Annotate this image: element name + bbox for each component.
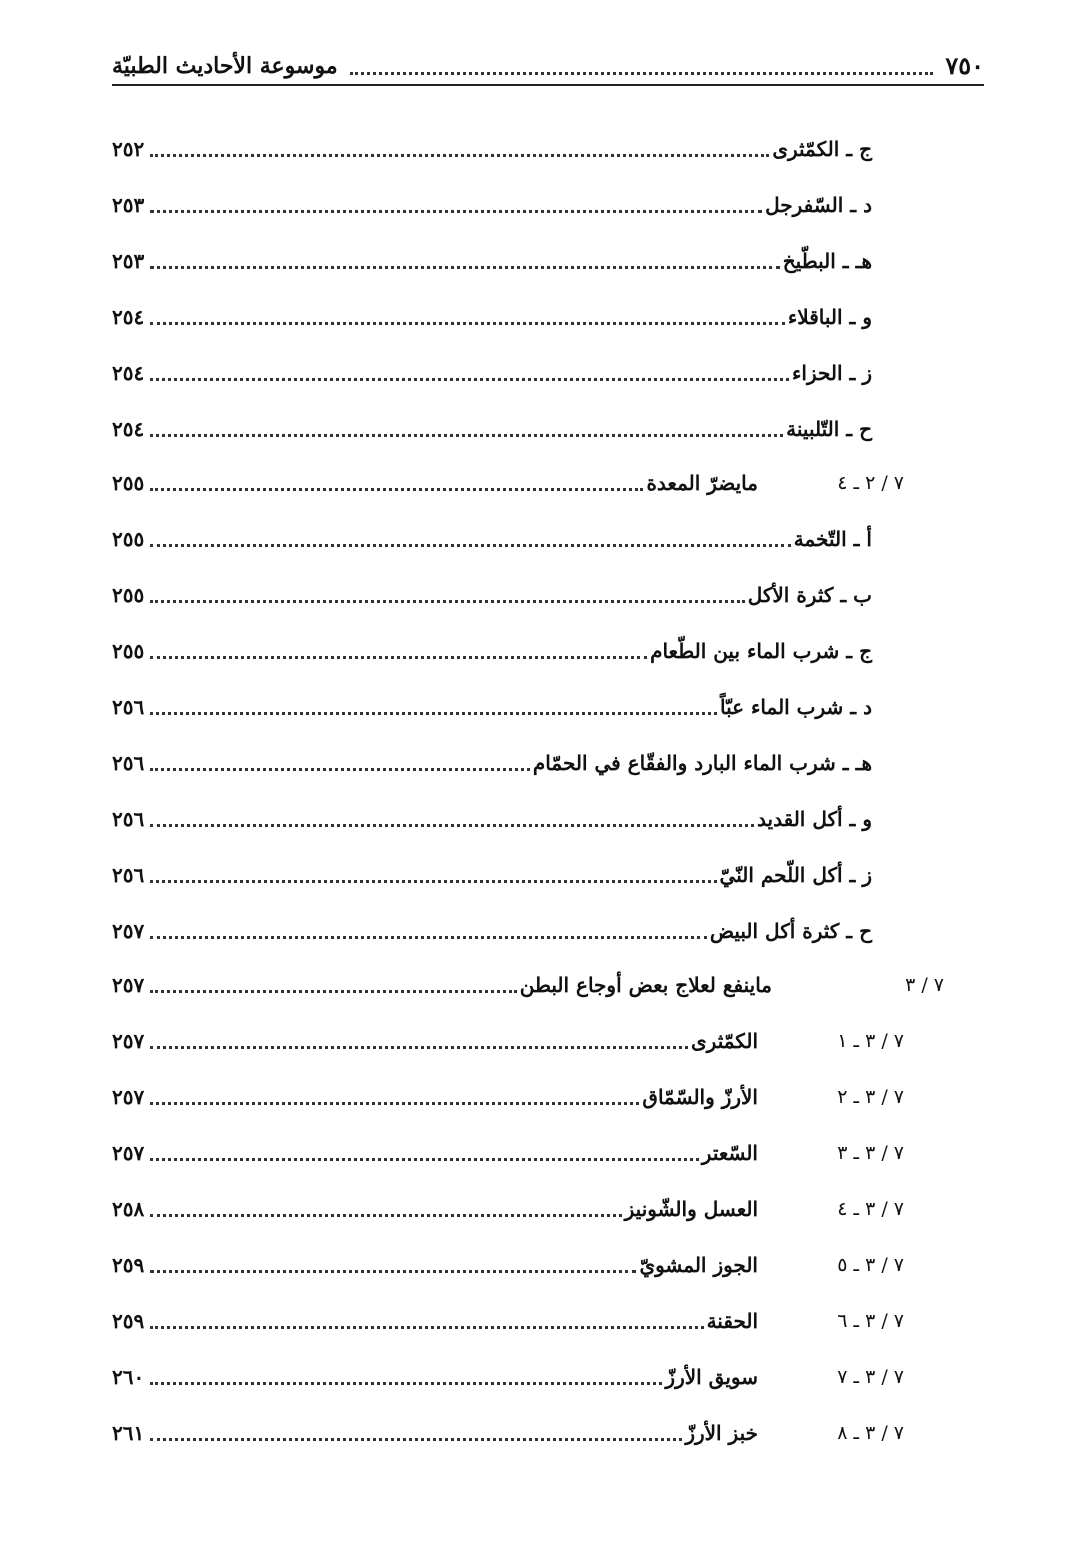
toc-entry-page: ٢٥٥ [112, 583, 145, 607]
book-title: موسوعة الأحاديث الطبيّة [112, 53, 338, 79]
toc-entry-number: ٧ / ٣ ـ ٦ [837, 1310, 904, 1332]
toc-entry [112, 182, 872, 222]
toc-entry-label: ز ـ أكل اللّحم النّيّ [719, 863, 872, 887]
leader-dots [150, 544, 791, 547]
toc-subsection [112, 460, 904, 500]
leader-dots [150, 154, 769, 157]
toc-entry-page: ٢٥٤ [112, 361, 145, 385]
leader-dots [150, 1158, 699, 1161]
toc-entry-label: الأرزّ والسّمّاق [642, 1085, 758, 1109]
toc-entry-label: ب ـ كثرة الأكل [747, 583, 872, 607]
toc-entry-page: ٢٦٠ [112, 1365, 145, 1389]
toc-entry-page: ٢٥٧ [112, 919, 145, 943]
toc-entry-label: مايضرّ المعدة [646, 471, 758, 495]
leader-dots [150, 936, 707, 939]
leader-dots [150, 488, 643, 491]
leader-dots [150, 1270, 636, 1273]
toc-entry [112, 126, 872, 166]
header-leader-dots [350, 72, 934, 75]
toc-entry [112, 516, 872, 556]
toc-entry-page: ٢٥٦ [112, 863, 145, 887]
toc-entry [112, 684, 872, 724]
toc-entry [112, 238, 872, 278]
leader-dots [150, 824, 754, 827]
toc-entry-label: العسل والشّونيز [624, 1197, 758, 1221]
leader-dots [150, 1214, 621, 1217]
toc-entry [112, 628, 872, 668]
toc-entry-page: ٢٥٩ [112, 1309, 145, 1333]
toc-entry-label: سويق الأرزّ [665, 1365, 758, 1389]
toc-entry-number: ٧ / ٣ ـ ٢ [837, 1086, 904, 1108]
toc-entry-page: ٢٥٦ [112, 751, 145, 775]
toc-entry-label: ج ـ شرب الماء بين الطّعام [650, 639, 872, 663]
toc-entry-page: ٢٥٧ [112, 1141, 145, 1165]
leader-dots [150, 880, 716, 883]
toc-entry-number: ٧ / ٣ [905, 974, 944, 996]
toc-entry-label: ج ـ الكمّثرى [772, 137, 872, 161]
toc-section [112, 962, 944, 1002]
toc-entry [112, 406, 872, 446]
toc-subsection [112, 1410, 904, 1450]
toc-entry-label: السّعتر [701, 1141, 758, 1165]
toc-entry-label: ح ـ التّلبينة [786, 417, 872, 441]
toc-subsection [112, 1354, 904, 1394]
toc-entry [112, 350, 872, 390]
toc-subsection [112, 1018, 904, 1058]
toc-subsection [112, 1130, 904, 1170]
toc-entry-label: د ـ شرب الماء عبّاً [719, 695, 872, 719]
running-header [112, 40, 984, 86]
leader-dots [150, 434, 783, 437]
toc-entry-page: ٢٥٦ [112, 695, 145, 719]
toc-entry-label: الكمّثرى [691, 1029, 758, 1053]
toc-entry-page: ٢٥٤ [112, 305, 145, 329]
toc-entry-label: د ـ السّفرجل [765, 193, 872, 217]
toc-entry-number: ٧ / ٣ ـ ١ [837, 1030, 904, 1052]
toc-entry-number: ٧ / ٢ ـ ٤ [837, 472, 904, 494]
toc-entry-page: ٢٥٨ [112, 1197, 145, 1221]
leader-dots [150, 1326, 703, 1329]
toc-entry-label: أ ـ التّخمة [793, 527, 872, 551]
leader-dots [150, 1438, 682, 1441]
leader-dots [150, 600, 744, 603]
leader-dots [150, 322, 785, 325]
toc-entry-label: الجوز المشويّ [639, 1253, 758, 1277]
toc-entry-label: و ـ الباقلاء [787, 305, 872, 329]
toc-entry-label: هـ ـ البطّيخ [782, 249, 872, 273]
toc-entry-page: ٢٦١ [112, 1421, 145, 1445]
leader-dots [150, 656, 647, 659]
toc-entry-page: ٢٥٣ [112, 249, 145, 273]
toc-subsection [112, 1074, 904, 1114]
toc-entry-page: ٢٥٤ [112, 417, 145, 441]
toc-entry-label: خبز الأرزّ [685, 1421, 758, 1445]
toc-entry-page: ٢٥٥ [112, 471, 145, 495]
leader-dots [150, 266, 780, 269]
leader-dots [150, 378, 789, 381]
leader-dots [150, 712, 717, 715]
toc-entry-page: ٢٥٧ [112, 1029, 145, 1053]
toc-entry-page: ٢٥٧ [112, 973, 145, 997]
toc-entry-page: ٢٥٥ [112, 639, 145, 663]
toc-entry-number: ٧ / ٣ ـ ٧ [837, 1366, 904, 1388]
toc-entry-page: ٢٥٧ [112, 1085, 145, 1109]
toc-entry [112, 908, 872, 948]
toc-entry-number: ٧ / ٣ ـ ٣ [837, 1142, 904, 1164]
toc-entry [112, 740, 872, 780]
leader-dots [150, 1382, 662, 1385]
leader-dots [150, 210, 762, 213]
toc-entry-page: ٢٥٥ [112, 527, 145, 551]
leader-dots [150, 1046, 688, 1049]
leader-dots [150, 768, 530, 771]
toc-entry-label: الحقنة [706, 1309, 758, 1333]
toc-subsection [112, 1242, 904, 1282]
toc-entry-label: ح ـ كثرة أكل البيض [709, 919, 872, 943]
toc-entry [112, 294, 872, 334]
toc-entry-page: ٢٥٣ [112, 193, 145, 217]
toc-entry-label: هـ ـ شرب الماء البارد والفقّاع في الحمّام [532, 751, 872, 775]
toc-entry-page: ٢٥٢ [112, 137, 145, 161]
toc-entry-label: ماينفع لعلاج بعض أوجاع البطن [519, 973, 772, 997]
leader-dots [150, 990, 517, 993]
toc-entry-number: ٧ / ٣ ـ ٤ [837, 1198, 904, 1220]
toc-entry [112, 572, 872, 612]
toc-subsection [112, 1186, 904, 1226]
toc-entry-label: ز ـ الحزاء [792, 361, 872, 385]
leader-dots [150, 1102, 639, 1105]
toc-entry-page: ٢٥٩ [112, 1253, 145, 1277]
page-number: ٧٥٠ [945, 51, 984, 80]
toc-entry-number: ٧ / ٣ ـ ٨ [837, 1422, 904, 1444]
toc-entry [112, 796, 872, 836]
toc-entry-page: ٢٥٦ [112, 807, 145, 831]
toc-entry [112, 852, 872, 892]
toc-entry-label: و ـ أكل القديد [757, 807, 872, 831]
toc-subsection [112, 1298, 904, 1338]
toc-entry-number: ٧ / ٣ ـ ٥ [837, 1254, 904, 1276]
